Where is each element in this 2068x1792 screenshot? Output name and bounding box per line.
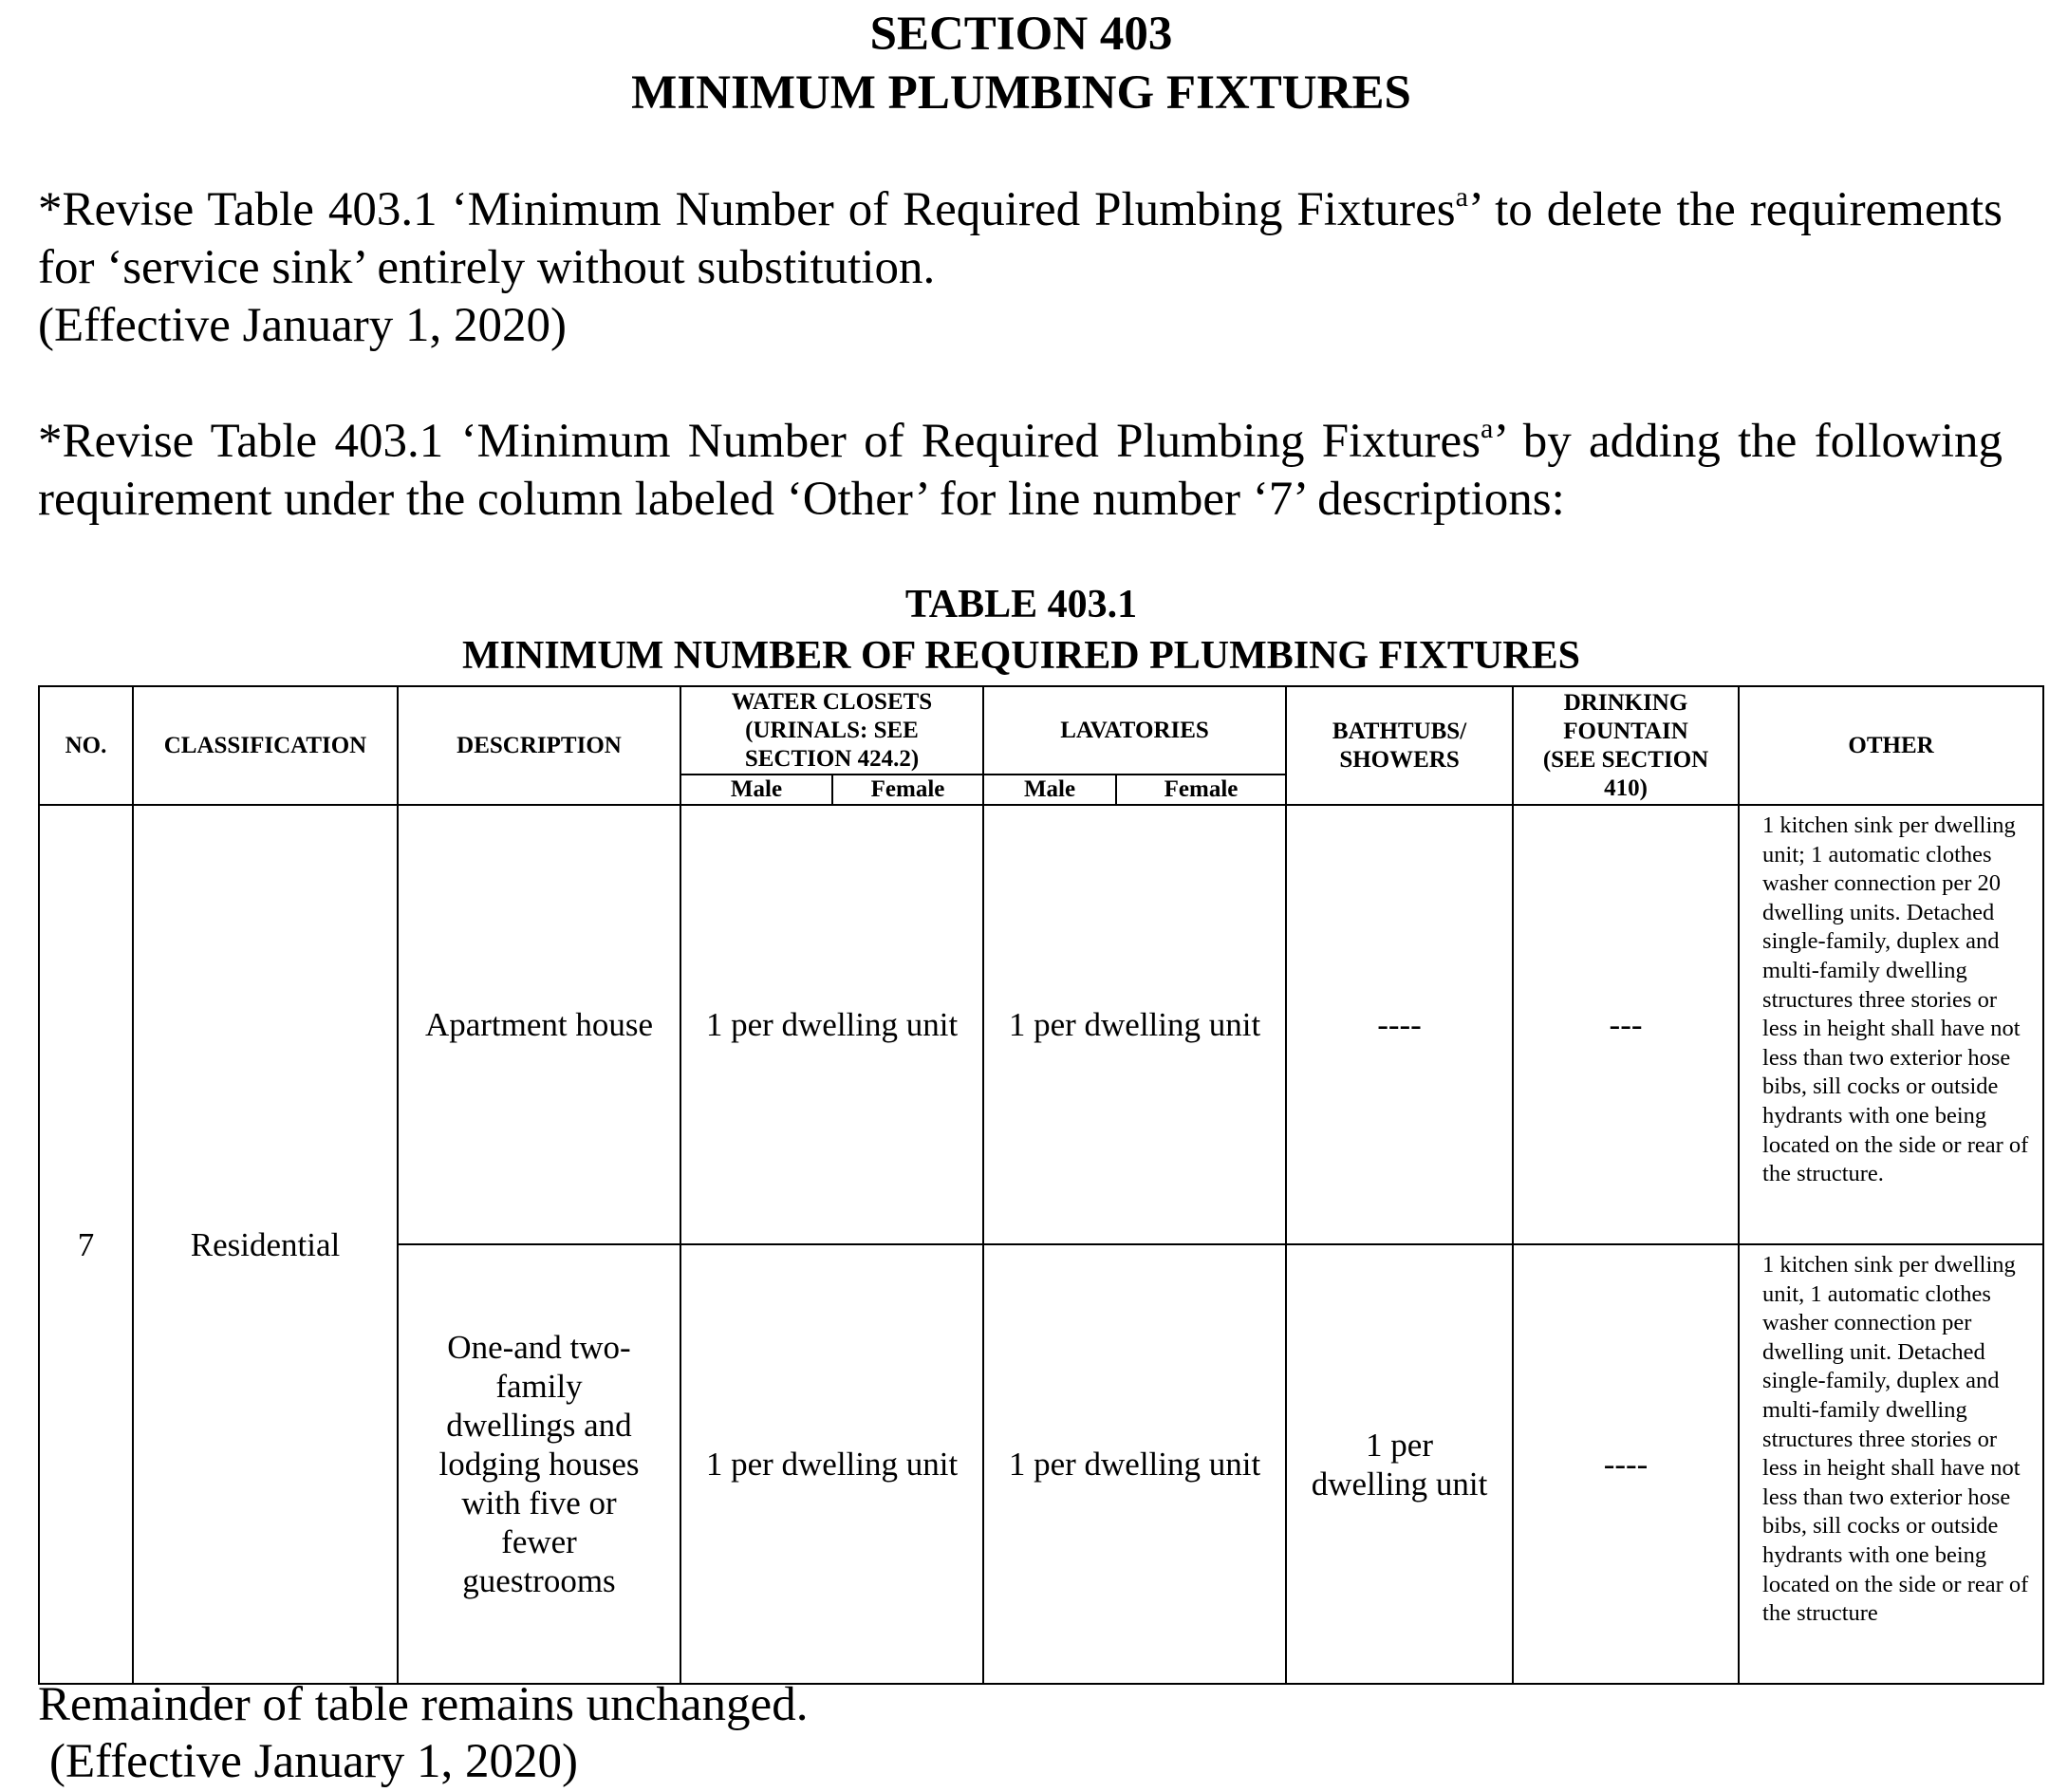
header-lavatories-male: Male [983,775,1116,805]
lavatories-cell: 1 per dwelling unit [983,1244,1286,1684]
drinking-fountain-cell: ---- [1513,1244,1739,1684]
remainder-note: Remainder of table remains unchanged. [38,1678,809,1731]
header-water-closets-female: Female [832,775,983,805]
drinking-fountain-cell: --- [1513,805,1739,1244]
header-lavatories-female: Female [1116,775,1286,805]
revision-paragraph-1: *Revise Table 403.1 ‘Minimum Number of Required Plumbing Fixtures$^a$’ to delete the requirements for ‘service sink’ entirely without substitution. [38,181,2003,294]
effective-date-1: (Effective January 1, 2020) [38,299,568,352]
table-row [39,805,2043,1244]
header-bathtubs-showers: BATHTUBS/ SHOWERS [1286,686,1513,805]
table-title: MINIMUM NUMBER OF REQUIRED PLUMBING FIXTURES [462,634,1580,678]
header-classification: CLASSIFICATION [133,686,398,805]
header-water-closets-male: Male [680,775,832,805]
bathtubs-cell: ---- [1286,805,1513,1244]
effective-date-2: (Effective January 1, 2020) [49,1735,579,1788]
header-description: DESCRIPTION [398,686,680,805]
table-number: TABLE 403.1 [904,583,1138,626]
other-cell: 1 kitchen sink per dwelling unit, 1 automatic clothes washer connection per dwelling unit. Detached single-family, duplex and multi-family dwelling structures three stories or less in height shall have not less than two exterior hose bibs, sill cocks or outside hydrants with one being located on the side or rear of the structure [1739,1244,2043,1684]
header-lavatories: LAVATORIES [983,686,1286,775]
plumbing-fixtures-table [38,685,2044,1685]
revision-paragraph-2: *Revise Table 403.1 ‘Minimum Number of Required Plumbing Fixtures$^a$’ by adding the following requirement under the column labeled ‘Other’ for line number ‘7’ descriptions: [38,413,2003,526]
other-cell: 1 kitchen sink per dwelling unit; 1 automatic clothes washer connection per 20 dwelling units. Detached single-family, duplex and multi-family dwelling structures three stories or less in height shall have not less than two exterior hose bibs, sill cocks or outside hydrants with one being located on the side or rear of the structure. [1739,805,2043,1244]
header-drinking-fountain: DRINKING FOUNTAIN (SEE SECTION 410) [1513,686,1739,805]
lavatories-cell: 1 per dwelling unit [983,805,1286,1244]
section-number: SECTION 403 [869,8,1173,61]
water-closets-cell: 1 per dwelling unit [680,1244,983,1684]
line-number: 7 [39,805,133,1684]
header-other: OTHER [1739,686,2043,805]
bathtubs-cell: 1 per dwelling unit [1286,1244,1513,1684]
header-no: NO. [39,686,133,805]
classification-cell: Residential [133,805,398,1684]
description-cell: One-and two-family dwellings and lodging houses with five or fewer guestrooms [398,1244,680,1684]
description-cell: Apartment house [398,805,680,1244]
header-water-closets: WATER CLOSETS (URINALS: SEE SECTION 424.2) [680,686,983,775]
water-closets-cell: 1 per dwelling unit [680,805,983,1244]
section-title: MINIMUM PLUMBING FIXTURES [631,66,1411,120]
